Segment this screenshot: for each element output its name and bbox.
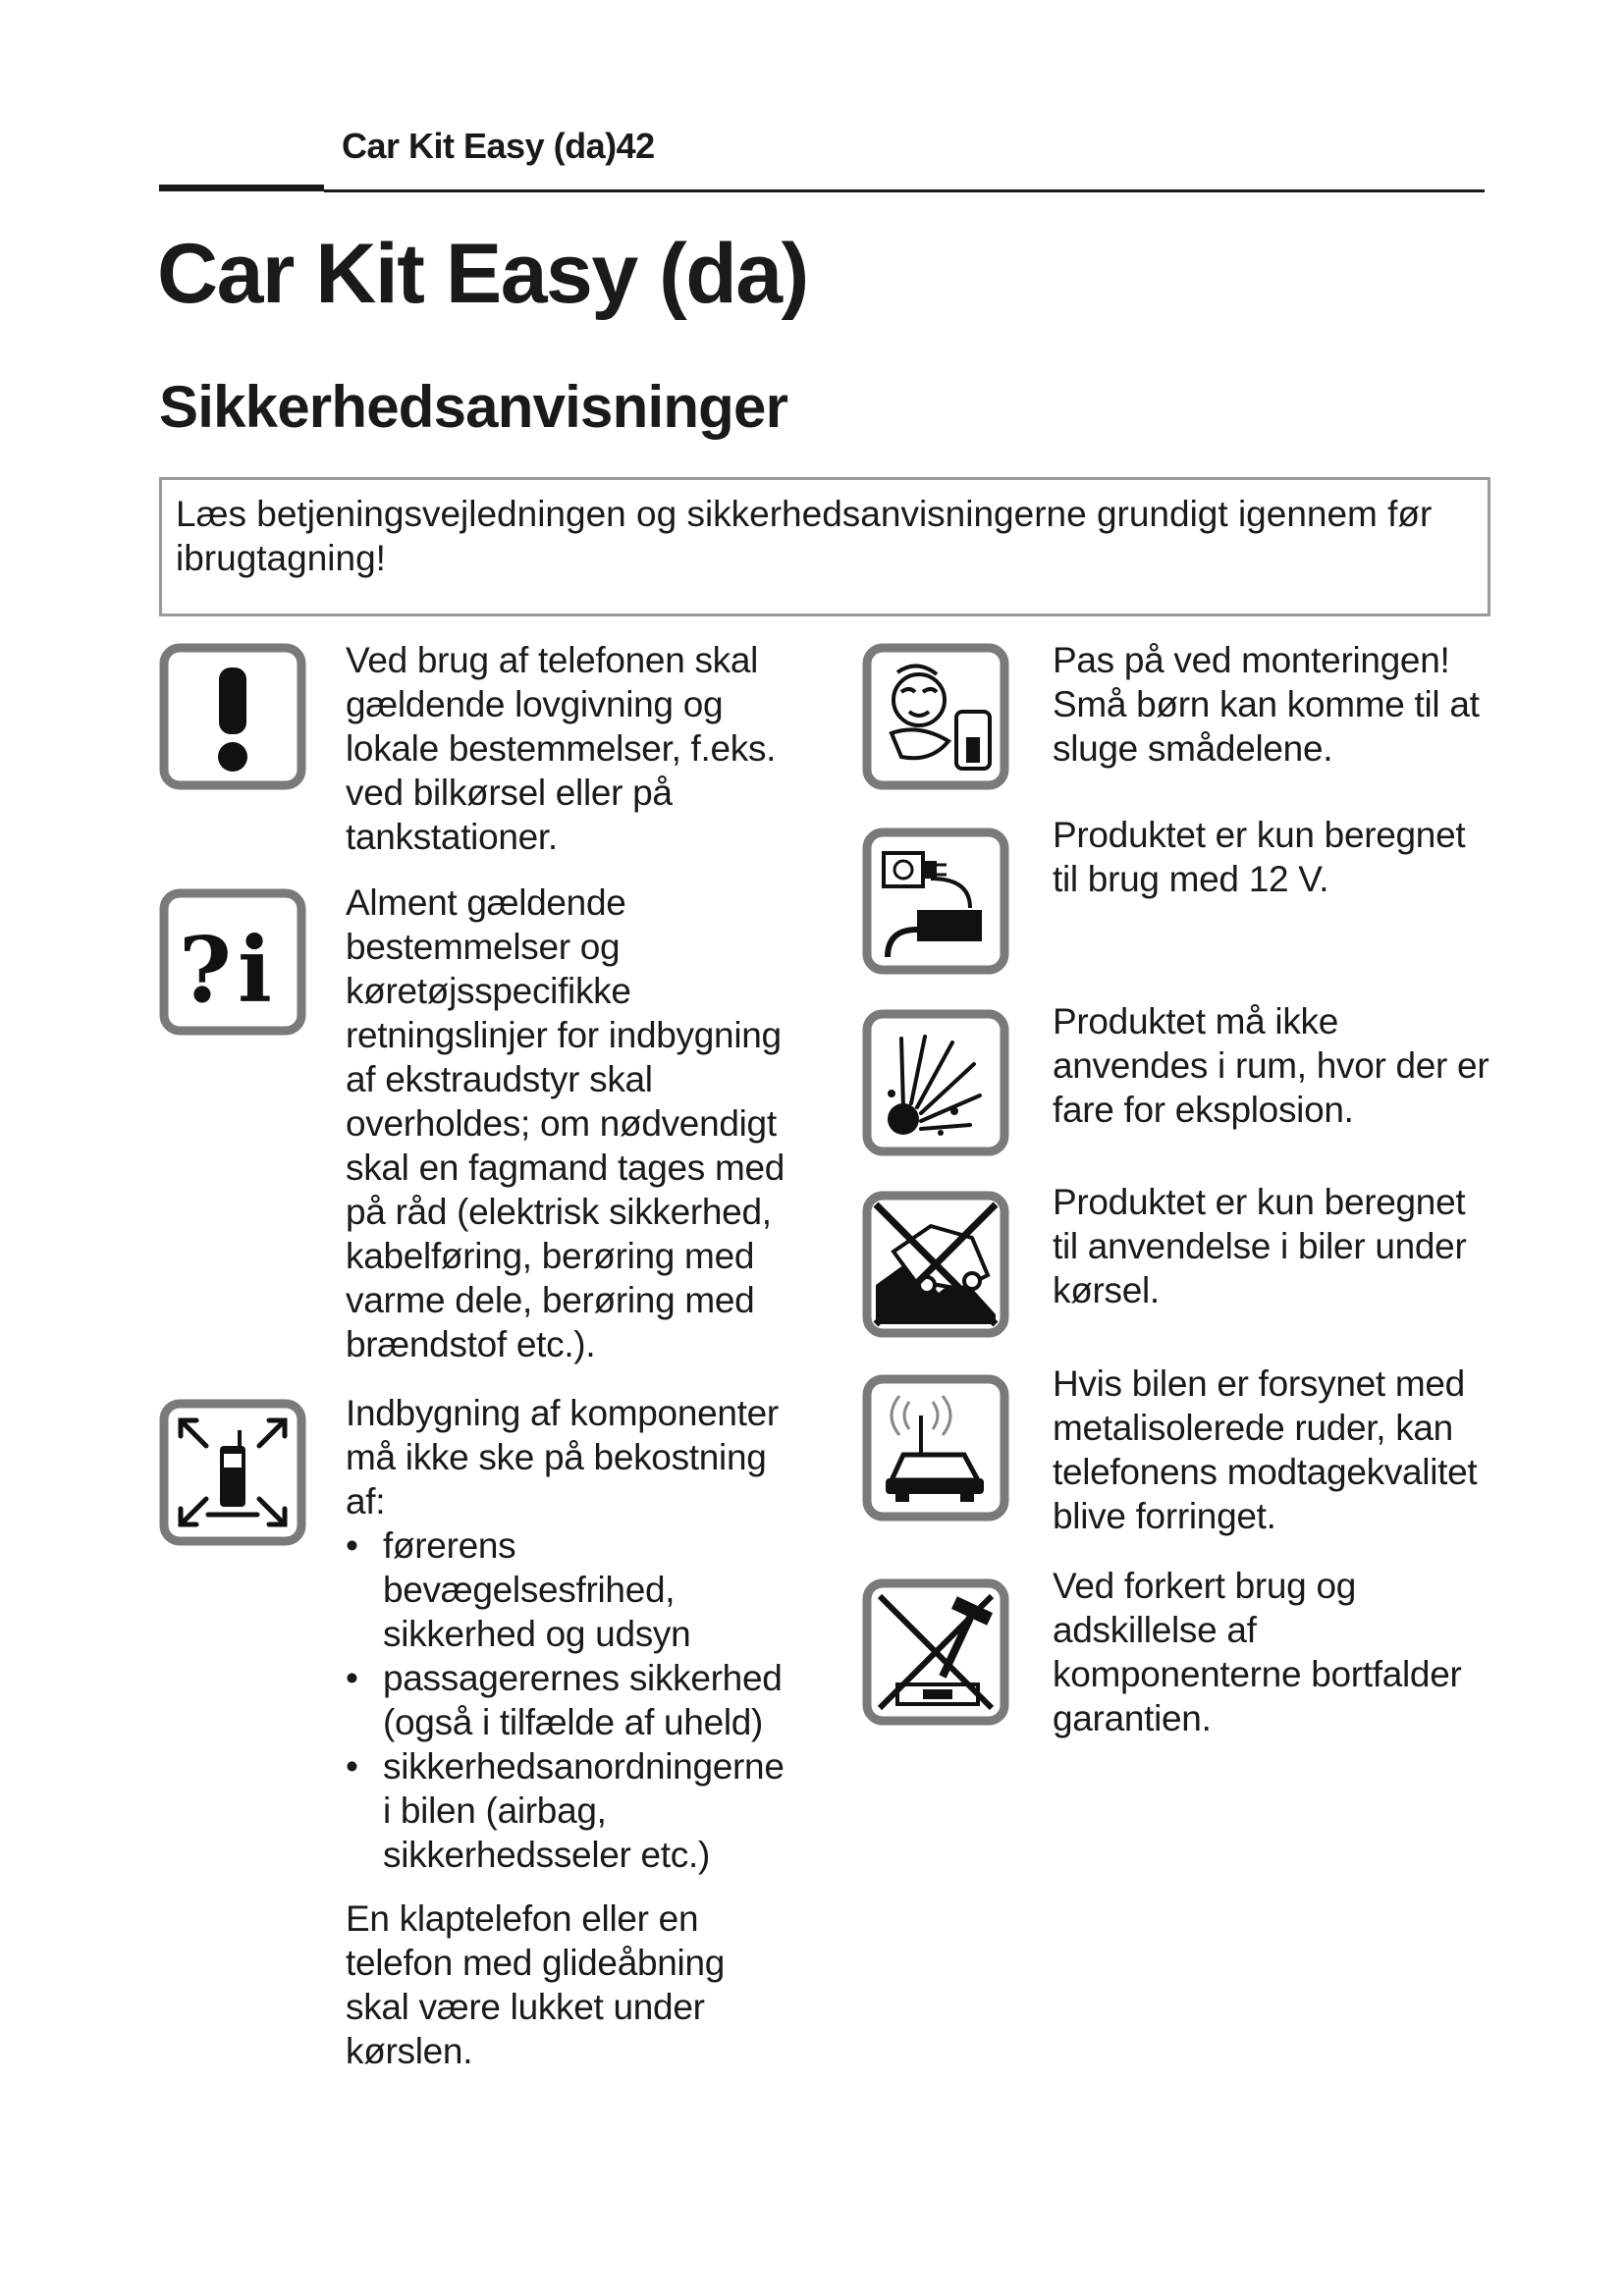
safety-item-outro: En klaptelefon eller en telefon med glideåbning skal være lukket under kørslen.: [346, 1898, 726, 2071]
safety-item-explosion: [1053, 999, 1494, 1132]
header-rule-thick: [159, 185, 324, 191]
safety-item-small-parts: [1053, 638, 1494, 771]
car-driving-icon: [862, 1191, 1009, 1338]
car-antenna-icon: [862, 1374, 1009, 1522]
safety-item-text: Produktet er kun beregnet til brug med 12 V.: [1053, 815, 1466, 899]
running-header: Car Kit Easy (da)42: [342, 126, 655, 166]
safety-item-installation: [346, 1391, 787, 2073]
safety-item-text: Alment gældende bestemmelser og køretøjsspecifikke retningslinjer for indbygning af ekstraudstyr skal overholdes; om nødvendigt skal en fagmand tages med på råd (elektrisk sikkerhed, kabelføring, berøring med varme dele, berøring med brændstof etc.).: [346, 882, 785, 1364]
header-rule-thin: [324, 189, 1485, 192]
safety-item-text: Ved forkert brug og adskillelse af komponenterne bortfalder garantien.: [1053, 1566, 1462, 1738]
safety-item-reception: [1053, 1362, 1494, 1538]
no-disassembly-icon: [862, 1578, 1009, 1726]
safety-item-12v: [1053, 813, 1494, 901]
explosion-hazard-icon: [862, 1009, 1009, 1156]
bullet-item: • sikkerhedsanordningerne i bilen (airbag, sikkerhedsseler etc.): [346, 1744, 787, 1877]
installation-bullet-list: [346, 1523, 787, 1877]
svg-text:i: i: [238, 917, 272, 1023]
page-title: Car Kit Easy (da): [157, 227, 808, 321]
safety-item-text: Produktet er kun beregnet til anvendelse i biler under kørsel.: [1053, 1182, 1467, 1310]
svg-text:?: ?: [179, 917, 232, 1023]
installation-space-icon: [159, 1399, 306, 1546]
bullet-item: • passagerernes sikkerhed (også i tilfælde af uheld): [346, 1656, 787, 1744]
baby-small-parts-icon: [862, 643, 1009, 790]
safety-item-car-use: [1053, 1180, 1494, 1312]
section-title: Sikkerhedsanvisninger: [159, 374, 788, 440]
safety-item-text: Pas på ved monteringen! Små børn kan komme til at sluge smådelene.: [1053, 640, 1480, 769]
safety-item-warranty: [1053, 1564, 1494, 1740]
bullet-item: • førerens bevægelsesfrihed, sikkerhed og udsyn: [346, 1523, 787, 1656]
exclamation-icon: [159, 643, 306, 790]
safety-item-intro: Indbygning af komponenter må ikke ske på bekostning af:: [346, 1393, 779, 1522]
safety-item-text: Ved brug af telefonen skal gældende lovgivning og lokale bestemmelser, f.eks. ved bilkørsel eller på tankstationer.: [346, 640, 777, 857]
notice-box: [159, 477, 1490, 616]
notice-text: Læs betjeningsvejledningen og sikkerhedsanvisningerne grundigt igennem før ibrugtagning!: [176, 494, 1433, 578]
safety-item-regulations: [346, 881, 787, 1366]
safety-item-text: Produktet må ikke anvendes i rum, hvor der er fare for eksplosion.: [1053, 1001, 1489, 1130]
safety-item-text: Hvis bilen er forsynet med metalisolerede ruder, kan telefonens modtagekvalitet blive forringet.: [1053, 1363, 1478, 1536]
question-info-icon: [159, 888, 306, 1036]
safety-item-law: [346, 638, 787, 859]
power-supply-12v-icon: [862, 828, 1009, 975]
